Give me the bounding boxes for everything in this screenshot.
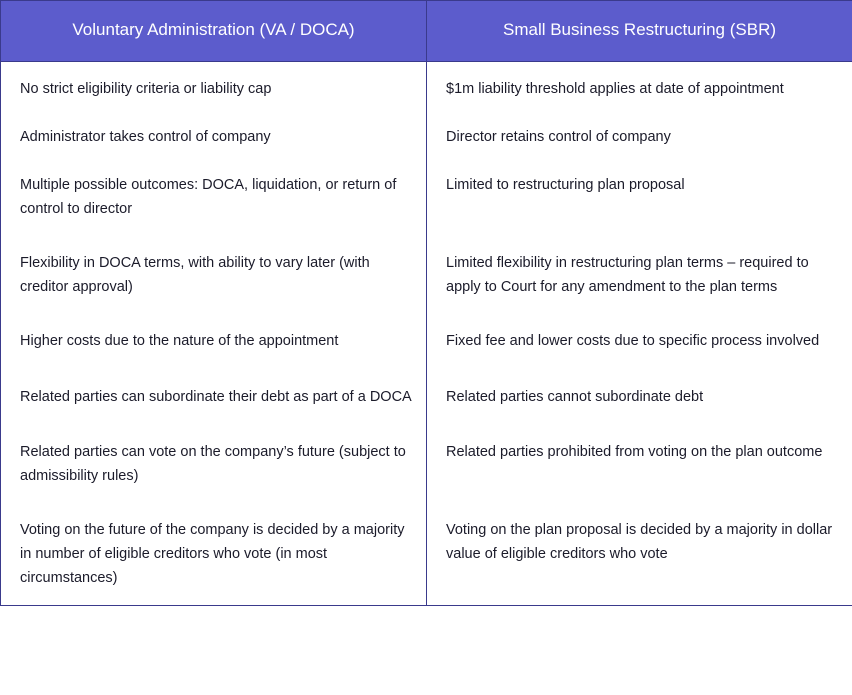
table-cell-va: Voting on the future of the company is decided by a majority in number of eligible creditors who vote (in most circumstances) <box>1 505 427 605</box>
table-cell-sbr: Fixed fee and lower costs due to specific process involved <box>427 314 852 372</box>
table-cell-va: Administrator takes control of company <box>1 114 427 162</box>
table-row <box>1 62 852 114</box>
column-header-small-business-restructuring: Small Business Restructuring (SBR) <box>427 1 852 62</box>
table-cell-sbr: Limited flexibility in restructuring plan terms – required to apply to Court for any amendment to the plan terms <box>427 236 852 314</box>
table-row <box>1 314 852 372</box>
table-cell-va: Related parties can subordinate their debt as part of a DOCA <box>1 372 427 428</box>
table-row <box>1 505 852 605</box>
table-cell-sbr: Limited to restructuring plan proposal <box>427 162 852 236</box>
table-body <box>1 62 852 606</box>
column-header-voluntary-administration: Voluntary Administration (VA / DOCA) <box>1 1 427 62</box>
table-cell-va: Multiple possible outcomes: DOCA, liquidation, or return of control to director <box>1 162 427 236</box>
table-header <box>1 1 852 62</box>
table-cell-sbr: Related parties cannot subordinate debt <box>427 372 852 428</box>
table-cell-sbr: Voting on the plan proposal is decided by a majority in dollar value of eligible creditors who vote <box>427 505 852 605</box>
table-row <box>1 114 852 162</box>
table-header-row <box>1 1 852 62</box>
table-row <box>1 236 852 314</box>
table-cell-va: Higher costs due to the nature of the appointment <box>1 314 427 372</box>
table-row <box>1 427 852 505</box>
table-cell-sbr: Related parties prohibited from voting on the plan outcome <box>427 427 852 505</box>
table-cell-va: Related parties can vote on the company’s future (subject to admissibility rules) <box>1 427 427 505</box>
table-cell-va: Flexibility in DOCA terms, with ability to vary later (with creditor approval) <box>1 236 427 314</box>
table-cell-sbr: $1m liability threshold applies at date of appointment <box>427 62 852 114</box>
table-cell-sbr: Director retains control of company <box>427 114 852 162</box>
table-row <box>1 162 852 236</box>
table-cell-va: No strict eligibility criteria or liability cap <box>1 62 427 114</box>
table-row <box>1 372 852 428</box>
